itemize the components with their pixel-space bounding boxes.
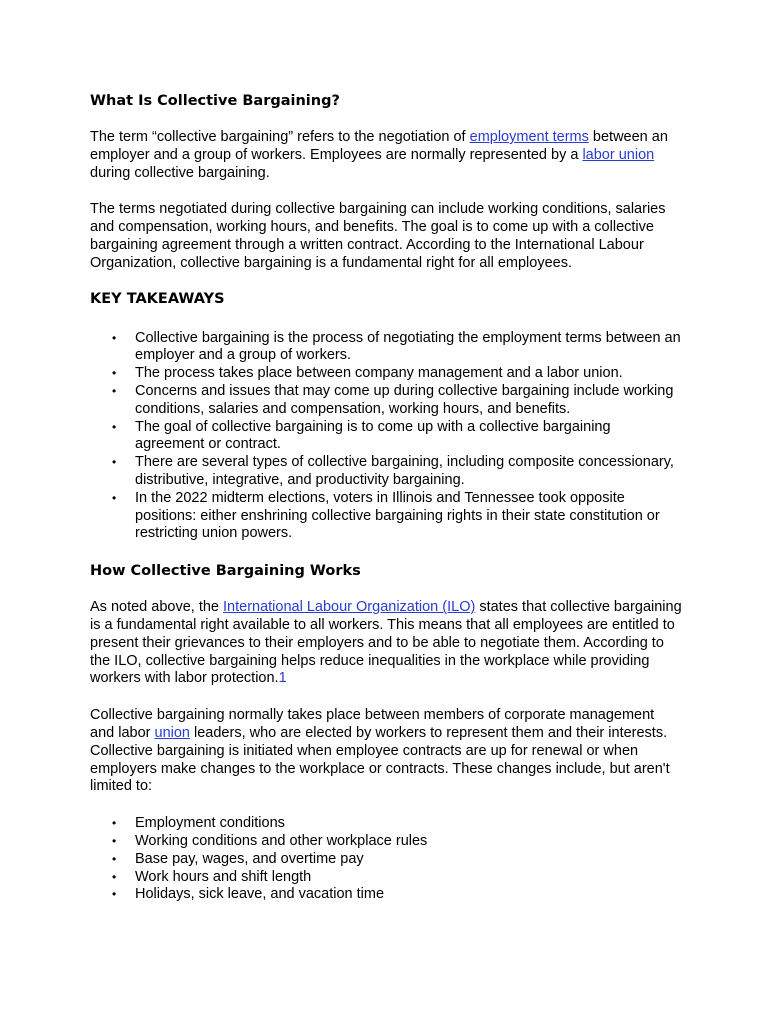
document-page [90,92,682,904]
bullet-icon: • [112,490,117,505]
list-item-text: In the 2022 midterm elections, voters in Illinois and Tennessee took opposite positions: either enshrining collective bargaining rights in their state constitution or restricting union powers. [135,489,660,542]
list-item [90,365,682,383]
list-item [90,490,682,543]
bullet-icon: • [112,366,117,381]
list-item [90,419,682,455]
list-item-text: There are several types of collective bargaining, including composite concessionary, distributive, integrative, and productivity bargaining. [135,454,674,488]
paragraph-text: The term “collective bargaining” refers to the negotiation of [90,129,470,145]
heading-what-is: What Is Collective Bargaining? [90,93,340,109]
list-item [90,815,682,833]
list-item [90,851,682,869]
bullet-icon: • [112,455,117,470]
paragraph-text: Collective bargaining normally takes place between members of corporate management and labor [90,707,655,741]
list-item [90,833,682,851]
list-item [90,330,682,366]
link-labor-union[interactable]: labor union [582,146,655,163]
heading-key-takeaways: KEY TAKEAWAYS [90,290,225,307]
bullet-icon: • [112,383,117,398]
link-ilo[interactable]: International Labour Organization (ILO) [223,599,476,616]
list-item-text: Base pay, wages, and overtime pay [135,850,364,867]
paragraph-definition [90,129,682,182]
paragraph-text: between an employer and a group of workers. Employees are normally represented by a [90,129,668,163]
heading-how-it-works: How Collective Bargaining Works [90,563,361,580]
changes-list [90,815,682,904]
list-item-text: Employment conditions [135,815,285,832]
list-item [90,383,682,419]
list-item-text: The process takes place between company management and a labor union. [135,365,623,382]
list-item-text: Concerns and issues that may come up during collective bargaining include working conditions, salaries and compensation, working hours, and benefits. [135,382,674,417]
list-item-text: Working conditions and other workplace rules [135,832,428,849]
list-item-text: Holidays, sick leave, and vacation time [135,886,385,903]
bullet-icon: • [112,816,117,831]
bullet-icon: • [112,887,117,902]
list-item [90,869,682,887]
list-item [90,886,682,904]
paragraph-terms: The terms negotiated during collective bargaining can include working conditions, salaries and compensation, working hours, and benefits. The goal is to come up with a collective bargaining agreement through a written contract. According to the International Labour Organization, collective bargaining is a fundamental right for all employees. [90,201,666,271]
paragraph-process [90,707,682,796]
bullet-icon: • [112,419,117,434]
link-union[interactable]: union [154,724,190,741]
paragraph-text: As noted above, the [90,599,224,616]
paragraph-text: during collective bargaining. [90,164,270,181]
list-item-text: Collective bargaining is the process of negotiating the employment terms between an employer and a group of workers. [135,329,681,364]
takeaways-list [90,330,682,544]
footnote-ref-1[interactable]: 1 [278,670,287,687]
list-item [90,454,682,490]
paragraph-ilo [90,599,682,688]
bullet-icon: • [112,869,117,884]
paragraph-text: leaders, who are elected by workers to represent them and their interests. Collective bargaining is initiated when employee contracts are up for renewal or when employers make changes to the workplace or contracts. These changes include, but aren't limited to: [90,724,670,795]
list-item-text: The goal of collective bargaining is to come up with a collective bargaining agreement or contract. [135,418,611,453]
list-item-text: Work hours and shift length [135,868,312,885]
paragraph-text: states that collective bargaining is a fundamental right available to all workers. This means that all employees are entitled to present their grievances to their employers and to be able to negotiate them. According to the ILO, collective bargaining helps reduce inequalities in the workplace while providing workers with labor protection. [90,599,682,687]
bullet-icon: • [112,851,117,866]
bullet-icon: • [112,330,117,345]
bullet-icon: • [112,833,117,848]
link-employment-terms[interactable]: employment terms [469,129,589,145]
